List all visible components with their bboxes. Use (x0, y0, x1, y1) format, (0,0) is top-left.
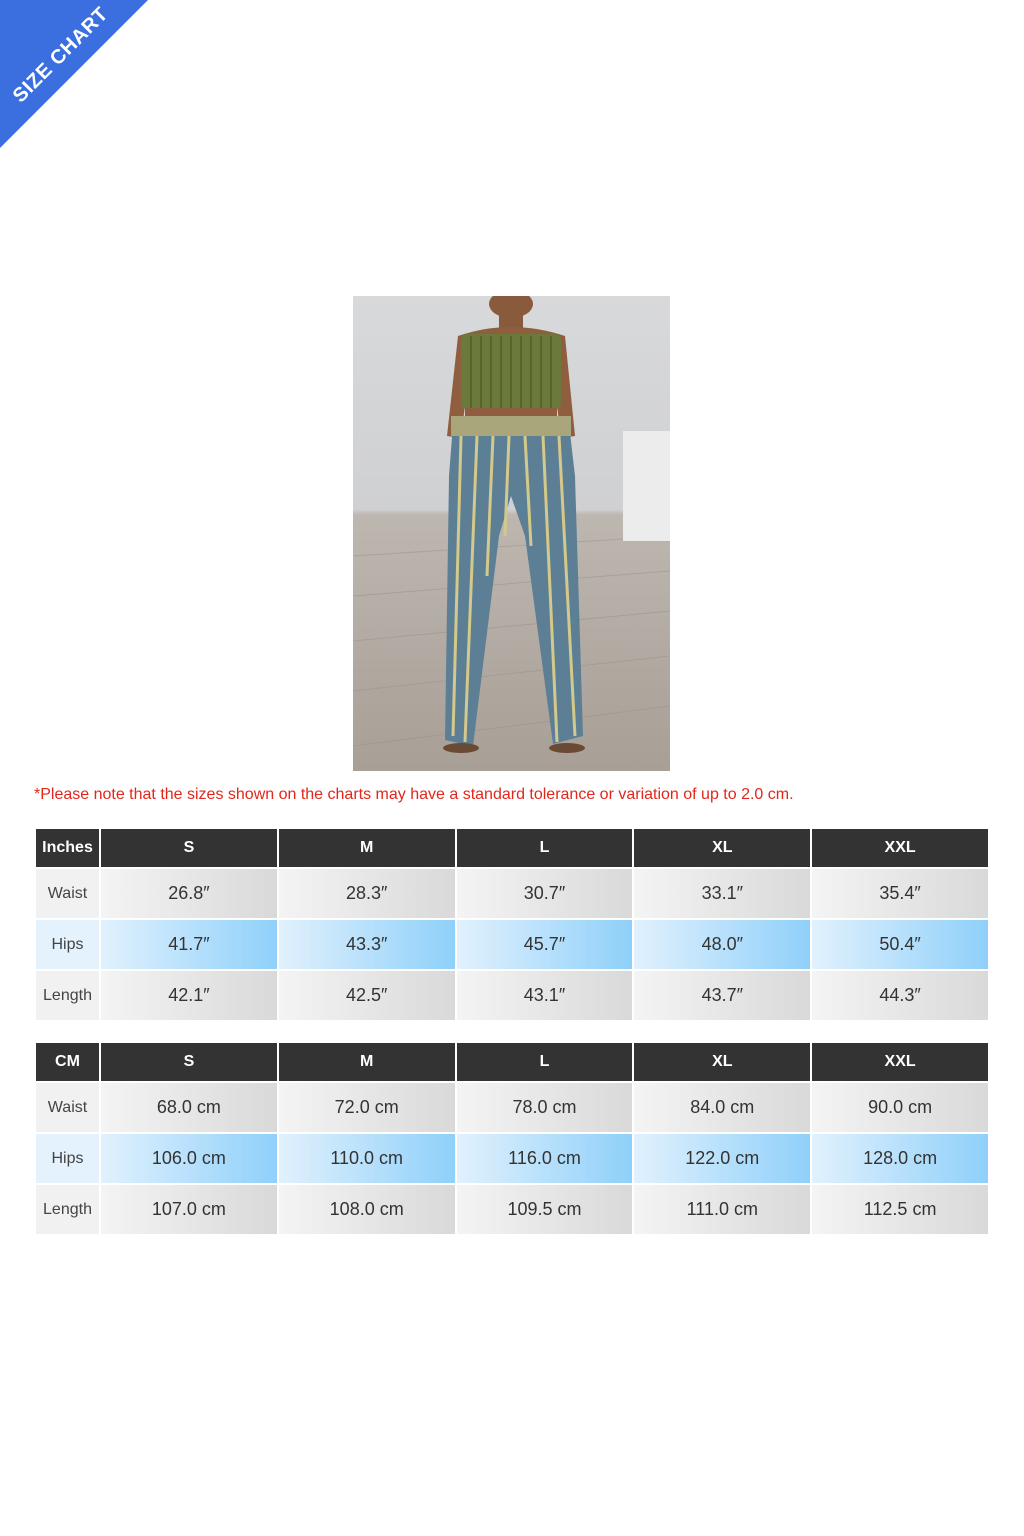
table-cell: 122.0 cm (634, 1134, 810, 1183)
row-label-hips: Hips (36, 1134, 99, 1183)
row-label-waist: Waist (36, 869, 99, 918)
table-cell: 50.4″ (812, 920, 988, 969)
table-cell: 48.0″ (634, 920, 810, 969)
table-cell: 33.1″ (634, 869, 810, 918)
table-cell: 45.7″ (457, 920, 633, 969)
size-header-l: L (457, 1043, 633, 1081)
table-cell: 41.7″ (101, 920, 277, 969)
table-cell: 42.1″ (101, 971, 277, 1020)
size-header-s: S (101, 1043, 277, 1081)
badge-label: SIZE CHART (8, 3, 113, 108)
product-photo (353, 296, 670, 771)
cm-size-table (34, 1041, 990, 1236)
table-cell: 109.5 cm (457, 1185, 633, 1234)
table-cell: 110.0 cm (279, 1134, 455, 1183)
size-header-m: M (279, 829, 455, 867)
size-header-xxl: XXL (812, 1043, 988, 1081)
table-row (36, 971, 988, 1020)
table-cell: 30.7″ (457, 869, 633, 918)
inches-corner-header: Inches (36, 829, 99, 867)
inches-size-table (34, 827, 990, 1022)
tolerance-note: *Please note that the sizes shown on the charts may have a standard tolerance or variation of up to 2.0 cm. (34, 786, 794, 803)
cm-corner-header: CM (36, 1043, 99, 1081)
row-label-length: Length (36, 971, 99, 1020)
table-cell: 68.0 cm (101, 1083, 277, 1132)
cm-header-row (36, 1043, 988, 1081)
table-cell: 128.0 cm (812, 1134, 988, 1183)
table-row (36, 1185, 988, 1234)
table-cell: 35.4″ (812, 869, 988, 918)
table-cell: 42.5″ (279, 971, 455, 1020)
table-cell: 108.0 cm (279, 1185, 455, 1234)
table-cell: 111.0 cm (634, 1185, 810, 1234)
table-cell: 112.5 cm (812, 1185, 988, 1234)
table-cell: 116.0 cm (457, 1134, 633, 1183)
table-cell: 26.8″ (101, 869, 277, 918)
row-label-waist: Waist (36, 1083, 99, 1132)
table-cell: 28.3″ (279, 869, 455, 918)
table-cell: 43.7″ (634, 971, 810, 1020)
model-wearing-frayed-stripe-jeans-photo (353, 296, 670, 771)
table-row (36, 1083, 988, 1132)
table-row (36, 920, 988, 969)
table-cell: 72.0 cm (279, 1083, 455, 1132)
size-header-l: L (457, 829, 633, 867)
table-cell: 90.0 cm (812, 1083, 988, 1132)
table-cell: 44.3″ (812, 971, 988, 1020)
table-cell: 107.0 cm (101, 1185, 277, 1234)
size-header-xl: XL (634, 1043, 810, 1081)
size-header-xl: XL (634, 829, 810, 867)
table-row (36, 869, 988, 918)
row-label-hips: Hips (36, 920, 99, 969)
size-header-m: M (279, 1043, 455, 1081)
table-row (36, 1134, 988, 1183)
size-chart-badge (0, 0, 160, 160)
inches-header-row (36, 829, 988, 867)
table-cell: 84.0 cm (634, 1083, 810, 1132)
table-cell: 78.0 cm (457, 1083, 633, 1132)
table-cell: 43.3″ (279, 920, 455, 969)
table-cell: 106.0 cm (101, 1134, 277, 1183)
size-header-xxl: XXL (812, 829, 988, 867)
badge-triangle (0, 0, 148, 148)
table-cell: 43.1″ (457, 971, 633, 1020)
size-header-s: S (101, 829, 277, 867)
row-label-length: Length (36, 1185, 99, 1234)
